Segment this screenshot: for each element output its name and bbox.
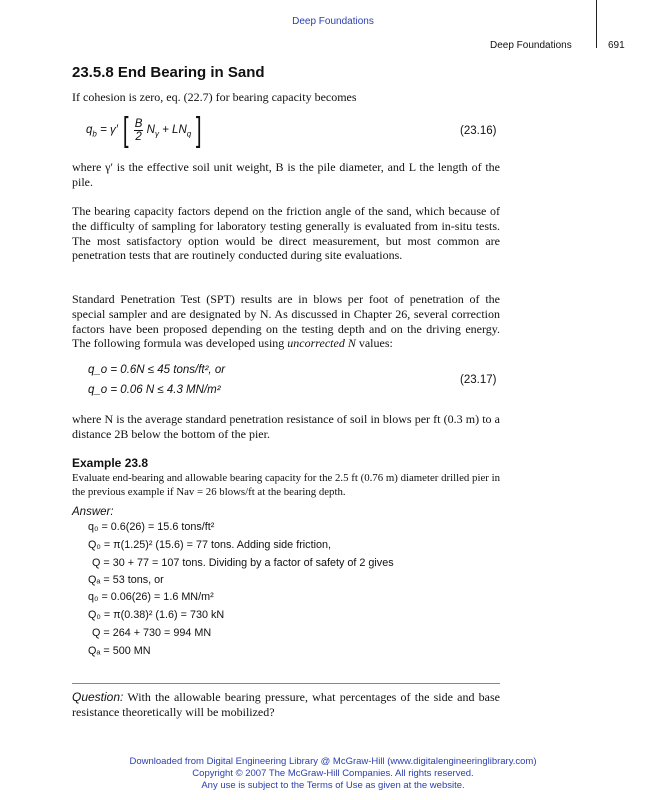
solution-line: Q = 30 + 77 = 107 tons. Dividing by a factor of safety of 2 gives [92,557,394,569]
page-number: 691 [608,40,625,51]
top-chapter-link[interactable]: Deep Foundations [292,16,374,27]
example-statement: Evaluate end-bearing and allowable bearing capacity for the 2.5 ft (0.76 m) diameter drilled pier in the previous example if Nav = 26 blows/ft at the bearing depth. [72,472,500,498]
answer-label: Answer: [72,506,114,518]
section-title: 23.5.8 End Bearing in Sand [72,64,265,81]
paragraph-spt: Standard Penetration Test (SPT) results are in blows per foot of penetration of the special sampler and are designated by N. As discussed in Chapter 26, several correction factors have been proposed depending on the testing depth and on the driving energy. The following formula was developed using uncorrected N values: [72,292,500,351]
section-divider [72,683,500,684]
equation-23-17-line1: q_o = 0.6N ≤ 45 tons/ft², or [88,364,226,376]
running-title: Deep Foundations [490,40,572,51]
intro-paragraph: If cohesion is zero, eq. (22.7) for bearing capacity becomes [72,90,357,104]
footer-download-link[interactable]: Downloaded from Digital Engineering Library @ McGraw-Hill (www.digitalengineeringlibrary.com) [129,756,537,767]
paragraph-bearing-factors: The bearing capacity factors depend on the friction angle of the sand, which because of the difficulty of sampling for laboratory testing generally is evaluated from in-situ tests. The most satisfactory option would be direct measurement, but most common are penetration tests that are routinely conducted during site evaluations. [72,204,500,263]
solution-line: Q = 264 + 730 = 994 MN [92,627,212,639]
equation-23-16: $q_b = \gamma'$ [ $\frac{B}{2}$ $N_\gamma + LN_q$ ] [86,111,202,149]
solution-line: q₀ = 0.6(26) = 15.6 tons/ft² [88,521,215,533]
header-divider [596,0,597,48]
solution-line: q₀ = 0.06(26) = 1.6 MN/m² [88,591,214,603]
paragraph-gamma-definition: where γ′ is the effective soil unit weight, B is the pile diameter, and L the length of the pile. [72,160,500,189]
solution-line: Qₐ = 53 tons, or [88,574,164,586]
example-title: Example 23.8 [72,456,149,470]
question-label: Question: [72,690,124,704]
equation-number-23-16: (23.16) [460,125,497,137]
question-paragraph: Question: With the allowable bearing pressure, what percentages of the side and base resistance theoretically will be mobilized? [72,690,500,719]
footer-terms[interactable]: Any use is subject to the Terms of Use as given at the website. [201,780,465,791]
solution-line: Q₀ = π(0.38)² (1.6) = 730 kN [88,609,225,621]
footer-copyright: Copyright © 2007 The McGraw-Hill Companies. All rights reserved. [192,768,474,779]
paragraph-n-definition: where N is the average standard penetration resistance of soil in blows per ft (0.3 m) to a distance 2B below the bottom of the pier. [72,412,500,441]
equation-number-23-17: (23.17) [460,374,497,386]
solution-line: Qₐ = 500 MN [88,645,151,657]
equation-23-17-line2: q_o = 0.06 N ≤ 4.3 MN/m² [88,384,221,396]
solution-line: Q₀ = π(1.25)² (15.6) = 77 tons. Adding side friction, [88,539,331,551]
